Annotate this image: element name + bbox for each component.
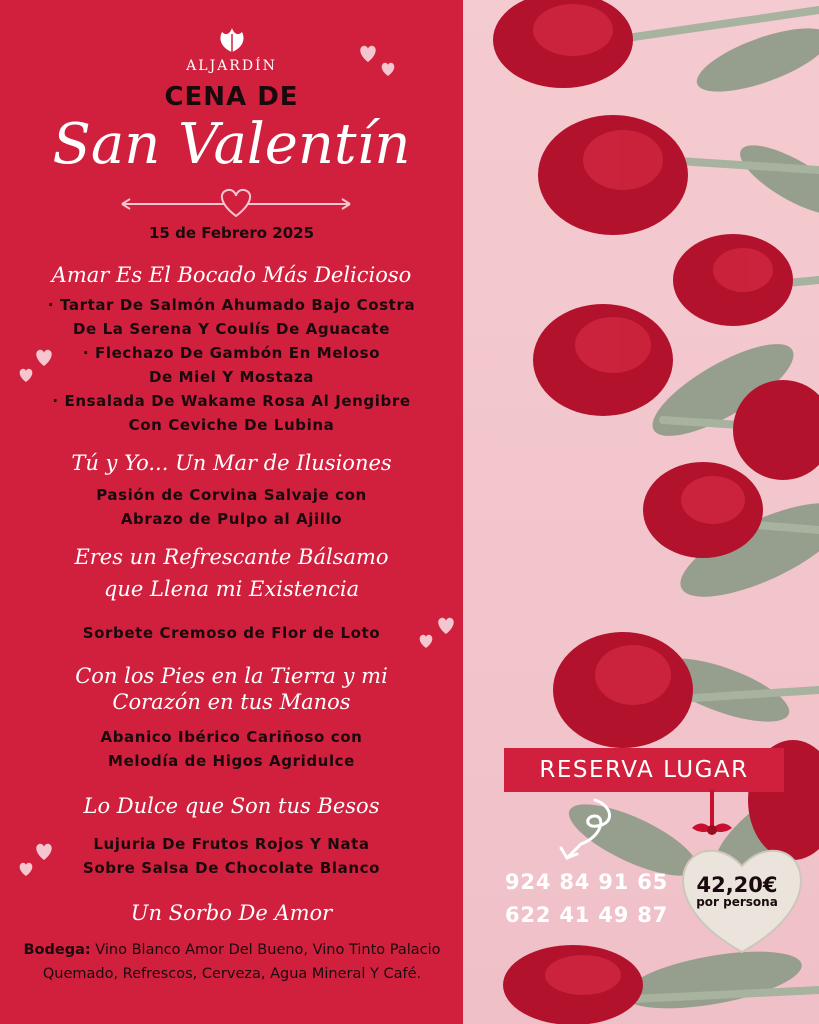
- dish-line: De La Serena Y Coulís De Aguacate: [73, 320, 390, 338]
- dish-line: Pasión de Corvina Salvaje con: [96, 486, 367, 504]
- dish-line: Con Ceviche De Lubina: [128, 416, 335, 434]
- dish-line: Sorbete Cremoso de Flor de Loto: [82, 624, 381, 642]
- bodega-info: [6, 938, 458, 986]
- leaf-logo-icon: [212, 26, 252, 54]
- dish-line: Lujuria De Frutos Rojos Y Nata: [93, 835, 370, 853]
- dish-line: Melodía de Higos Agridulce: [108, 752, 355, 770]
- course-4-dishes: [0, 725, 463, 773]
- dish-line: · Ensalada De Wakame Rosa Al Jengibre: [52, 392, 411, 410]
- course-5-dishes: [0, 832, 463, 880]
- arrow-heart-divider-icon: [118, 186, 354, 218]
- dish-line: Sobre Salsa De Chocolate Blanco: [82, 859, 380, 877]
- dish-line: Abrazo de Pulpo al Ajillo: [120, 510, 343, 528]
- bodega-text: Vino Blanco Amor Del Bueno, Vino Tinto Palacio Quemado, Refrescos, Cerveza, Agua Mineral Y Café.: [42, 942, 441, 982]
- dish-line: Abanico Ibérico Cariñoso con: [100, 728, 363, 746]
- course-4-title-line: Con los Pies en la Tierra y mi: [75, 664, 388, 688]
- title-top: CENA DE: [164, 82, 299, 112]
- course-3-title-line: Eres un Refrescante Bálsamo: [74, 545, 389, 569]
- course-5-title: Lo Dulce que Son tus Besos: [83, 794, 380, 818]
- bodega-label: Bodega:: [23, 942, 91, 958]
- course-4-title-line: Corazón en tus Manos: [112, 690, 351, 714]
- price-label: [672, 873, 802, 909]
- course-2-dishes: [0, 483, 463, 531]
- phone-numbers: [505, 866, 675, 932]
- reserve-banner[interactable]: RESERVA LUGAR: [504, 748, 784, 792]
- phone-number[interactable]: 924 84 91 65: [505, 870, 669, 894]
- heart-pair-icon: [352, 40, 402, 80]
- course-1-dishes: [0, 293, 463, 437]
- heart-pair-icon: [12, 836, 60, 878]
- course-1-title: Amar Es El Bocado Más Delicioso: [51, 263, 412, 287]
- course-3-dishes: [0, 621, 463, 645]
- curved-arrow-icon: [555, 796, 625, 866]
- dish-line: · Flechazo De Gambón En Meloso: [82, 344, 381, 362]
- course-3-title-line: que Llena mi Existencia: [103, 577, 360, 601]
- course-3-title: [0, 544, 463, 602]
- course-4-title: [0, 663, 463, 715]
- price-unit: por persona: [696, 895, 778, 909]
- brand-name: ALJARDÍN: [186, 58, 277, 74]
- event-date: 15 de Febrero 2025: [148, 224, 315, 242]
- title-script: San Valentín: [52, 112, 411, 177]
- phone-number[interactable]: 622 41 49 87: [505, 903, 669, 927]
- course-2-title: Tú y Yo... Un Mar de Ilusiones: [71, 451, 392, 475]
- heart-pair-icon: [12, 344, 60, 384]
- price-value: 42,20€: [696, 873, 778, 897]
- dish-line: De Miel Y Mostaza: [148, 368, 315, 386]
- dish-line: · Tartar De Salmón Ahumado Bajo Costra: [47, 296, 416, 314]
- heart-pair-icon: [412, 610, 462, 650]
- course-6-title: Un Sorbo De Amor: [130, 901, 333, 925]
